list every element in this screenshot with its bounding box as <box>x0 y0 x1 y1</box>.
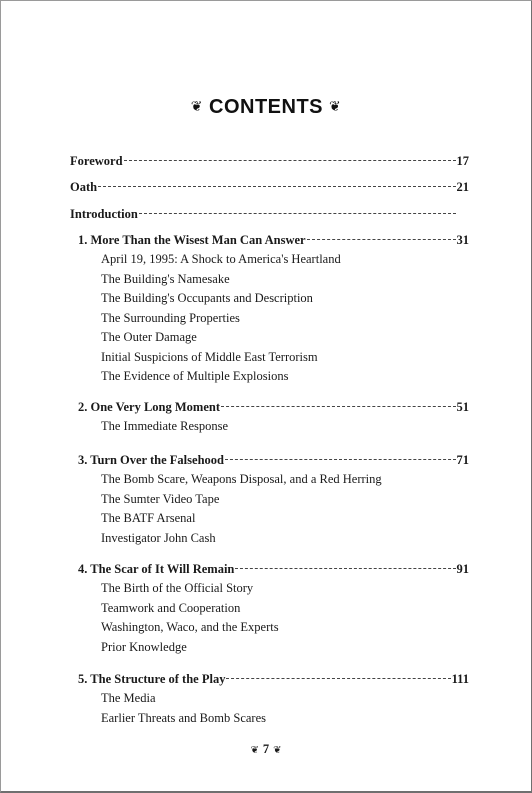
toc-front-matter-entry[interactable] <box>70 153 469 169</box>
toc-entry-label: The Birth of the Official Story <box>101 581 254 595</box>
toc-entry-label: The Outer Damage <box>101 330 197 344</box>
toc-entry-label: Foreword <box>70 154 123 168</box>
toc-entry-label: Oath <box>70 180 98 194</box>
toc-section-entry[interactable] <box>101 580 253 596</box>
toc-chapter-entry[interactable] <box>78 399 469 415</box>
toc-section-entry[interactable] <box>101 329 197 345</box>
toc-entry-label: The Building's Occupants and Description <box>101 291 313 305</box>
dot-leader <box>124 160 456 161</box>
toc-entry-label: Earlier Threats and Bomb Scares <box>101 711 266 725</box>
toc-entry-label: The Media <box>101 691 156 705</box>
toc-section-entry[interactable] <box>101 710 266 726</box>
toc-front-matter-entry[interactable] <box>70 206 469 222</box>
toc-page-number: 51 <box>456 400 469 414</box>
toc-entry-label: Initial Suspicions of Middle East Terrorism <box>101 350 318 364</box>
toc-entry-label: The Immediate Response <box>101 419 229 433</box>
toc-entry-label: April 19, 1995: A Shock to America's Heartland <box>101 252 341 266</box>
toc-section-entry[interactable] <box>101 639 187 655</box>
toc-page-number: 71 <box>456 453 469 467</box>
toc-section-entry[interactable] <box>101 349 318 365</box>
toc-entry-label: The BATF Arsenal <box>101 511 196 525</box>
toc-entry-label: Investigator John Cash <box>101 531 216 545</box>
toc-page-number: 21 <box>456 180 469 194</box>
toc-entry-label: Introduction <box>70 207 138 221</box>
dot-leader <box>139 213 456 214</box>
toc-section-entry[interactable] <box>101 271 230 287</box>
toc-section-entry[interactable] <box>101 600 240 616</box>
toc-entry-label: The Building's Namesake <box>101 272 230 286</box>
toc-section-entry[interactable] <box>101 418 228 434</box>
page-title: CONTENTS <box>209 96 323 118</box>
toc-entry-label: Washington, Waco, and the Experts <box>101 620 279 634</box>
leaf-ornament-icon: ❦ <box>250 745 259 756</box>
toc-page-number: 91 <box>456 562 469 576</box>
toc-section-entry[interactable] <box>101 491 219 507</box>
toc-section-entry[interactable] <box>101 251 341 267</box>
toc-section-entry[interactable] <box>101 619 279 635</box>
toc-entry-label: The Bomb Scare, Weapons Disposal, and a Red Herring <box>101 472 382 486</box>
toc-section-entry[interactable] <box>101 510 195 526</box>
toc-chapter-entry[interactable] <box>78 452 469 468</box>
toc-chapter-entry[interactable] <box>78 561 469 577</box>
toc-entry-label: 5. The Structure of the Play <box>78 672 226 686</box>
leaf-ornament-icon: ❦ <box>190 98 203 114</box>
toc-section-entry[interactable] <box>101 310 240 326</box>
toc-entry-label: 3. Turn Over the Falsehood <box>78 453 224 467</box>
dot-leader <box>225 459 456 460</box>
dot-leader <box>307 239 456 240</box>
toc-page-number: 31 <box>456 233 469 247</box>
toc-chapter-entry[interactable] <box>78 671 469 687</box>
toc-section-entry[interactable] <box>101 368 288 384</box>
dot-leader <box>226 678 450 679</box>
toc-section-entry[interactable] <box>101 471 382 487</box>
toc-entry-label: Prior Knowledge <box>101 640 187 654</box>
toc-entry-label: The Sumter Video Tape <box>101 492 220 506</box>
leaf-ornament-icon: ❦ <box>273 745 282 756</box>
toc-section-entry[interactable] <box>101 290 313 306</box>
toc-entry-label: The Evidence of Multiple Explosions <box>101 369 289 383</box>
toc-section-entry[interactable] <box>101 690 156 706</box>
toc-chapter-entry[interactable] <box>78 232 469 248</box>
page-footer <box>0 742 532 757</box>
dot-leader <box>98 186 455 187</box>
toc-entry-label: The Surrounding Properties <box>101 311 240 325</box>
dot-leader <box>221 406 455 407</box>
toc-section-entry[interactable] <box>101 530 216 546</box>
page-number: 7 <box>262 742 270 756</box>
toc-entry-label: 2. One Very Long Moment <box>78 400 221 414</box>
toc-front-matter-entry[interactable] <box>70 179 469 195</box>
toc-page-number: 111 <box>451 672 469 686</box>
dot-leader <box>235 568 455 569</box>
toc-page-number: 17 <box>456 154 469 168</box>
toc-entry-label: Teamwork and Cooperation <box>101 601 241 615</box>
toc-entry-label: 4. The Scar of It Will Remain <box>78 562 235 576</box>
leaf-ornament-icon: ❦ <box>329 98 342 114</box>
contents-title <box>0 96 532 119</box>
toc-entry-label: 1. More Than the Wisest Man Can Answer <box>78 233 306 247</box>
